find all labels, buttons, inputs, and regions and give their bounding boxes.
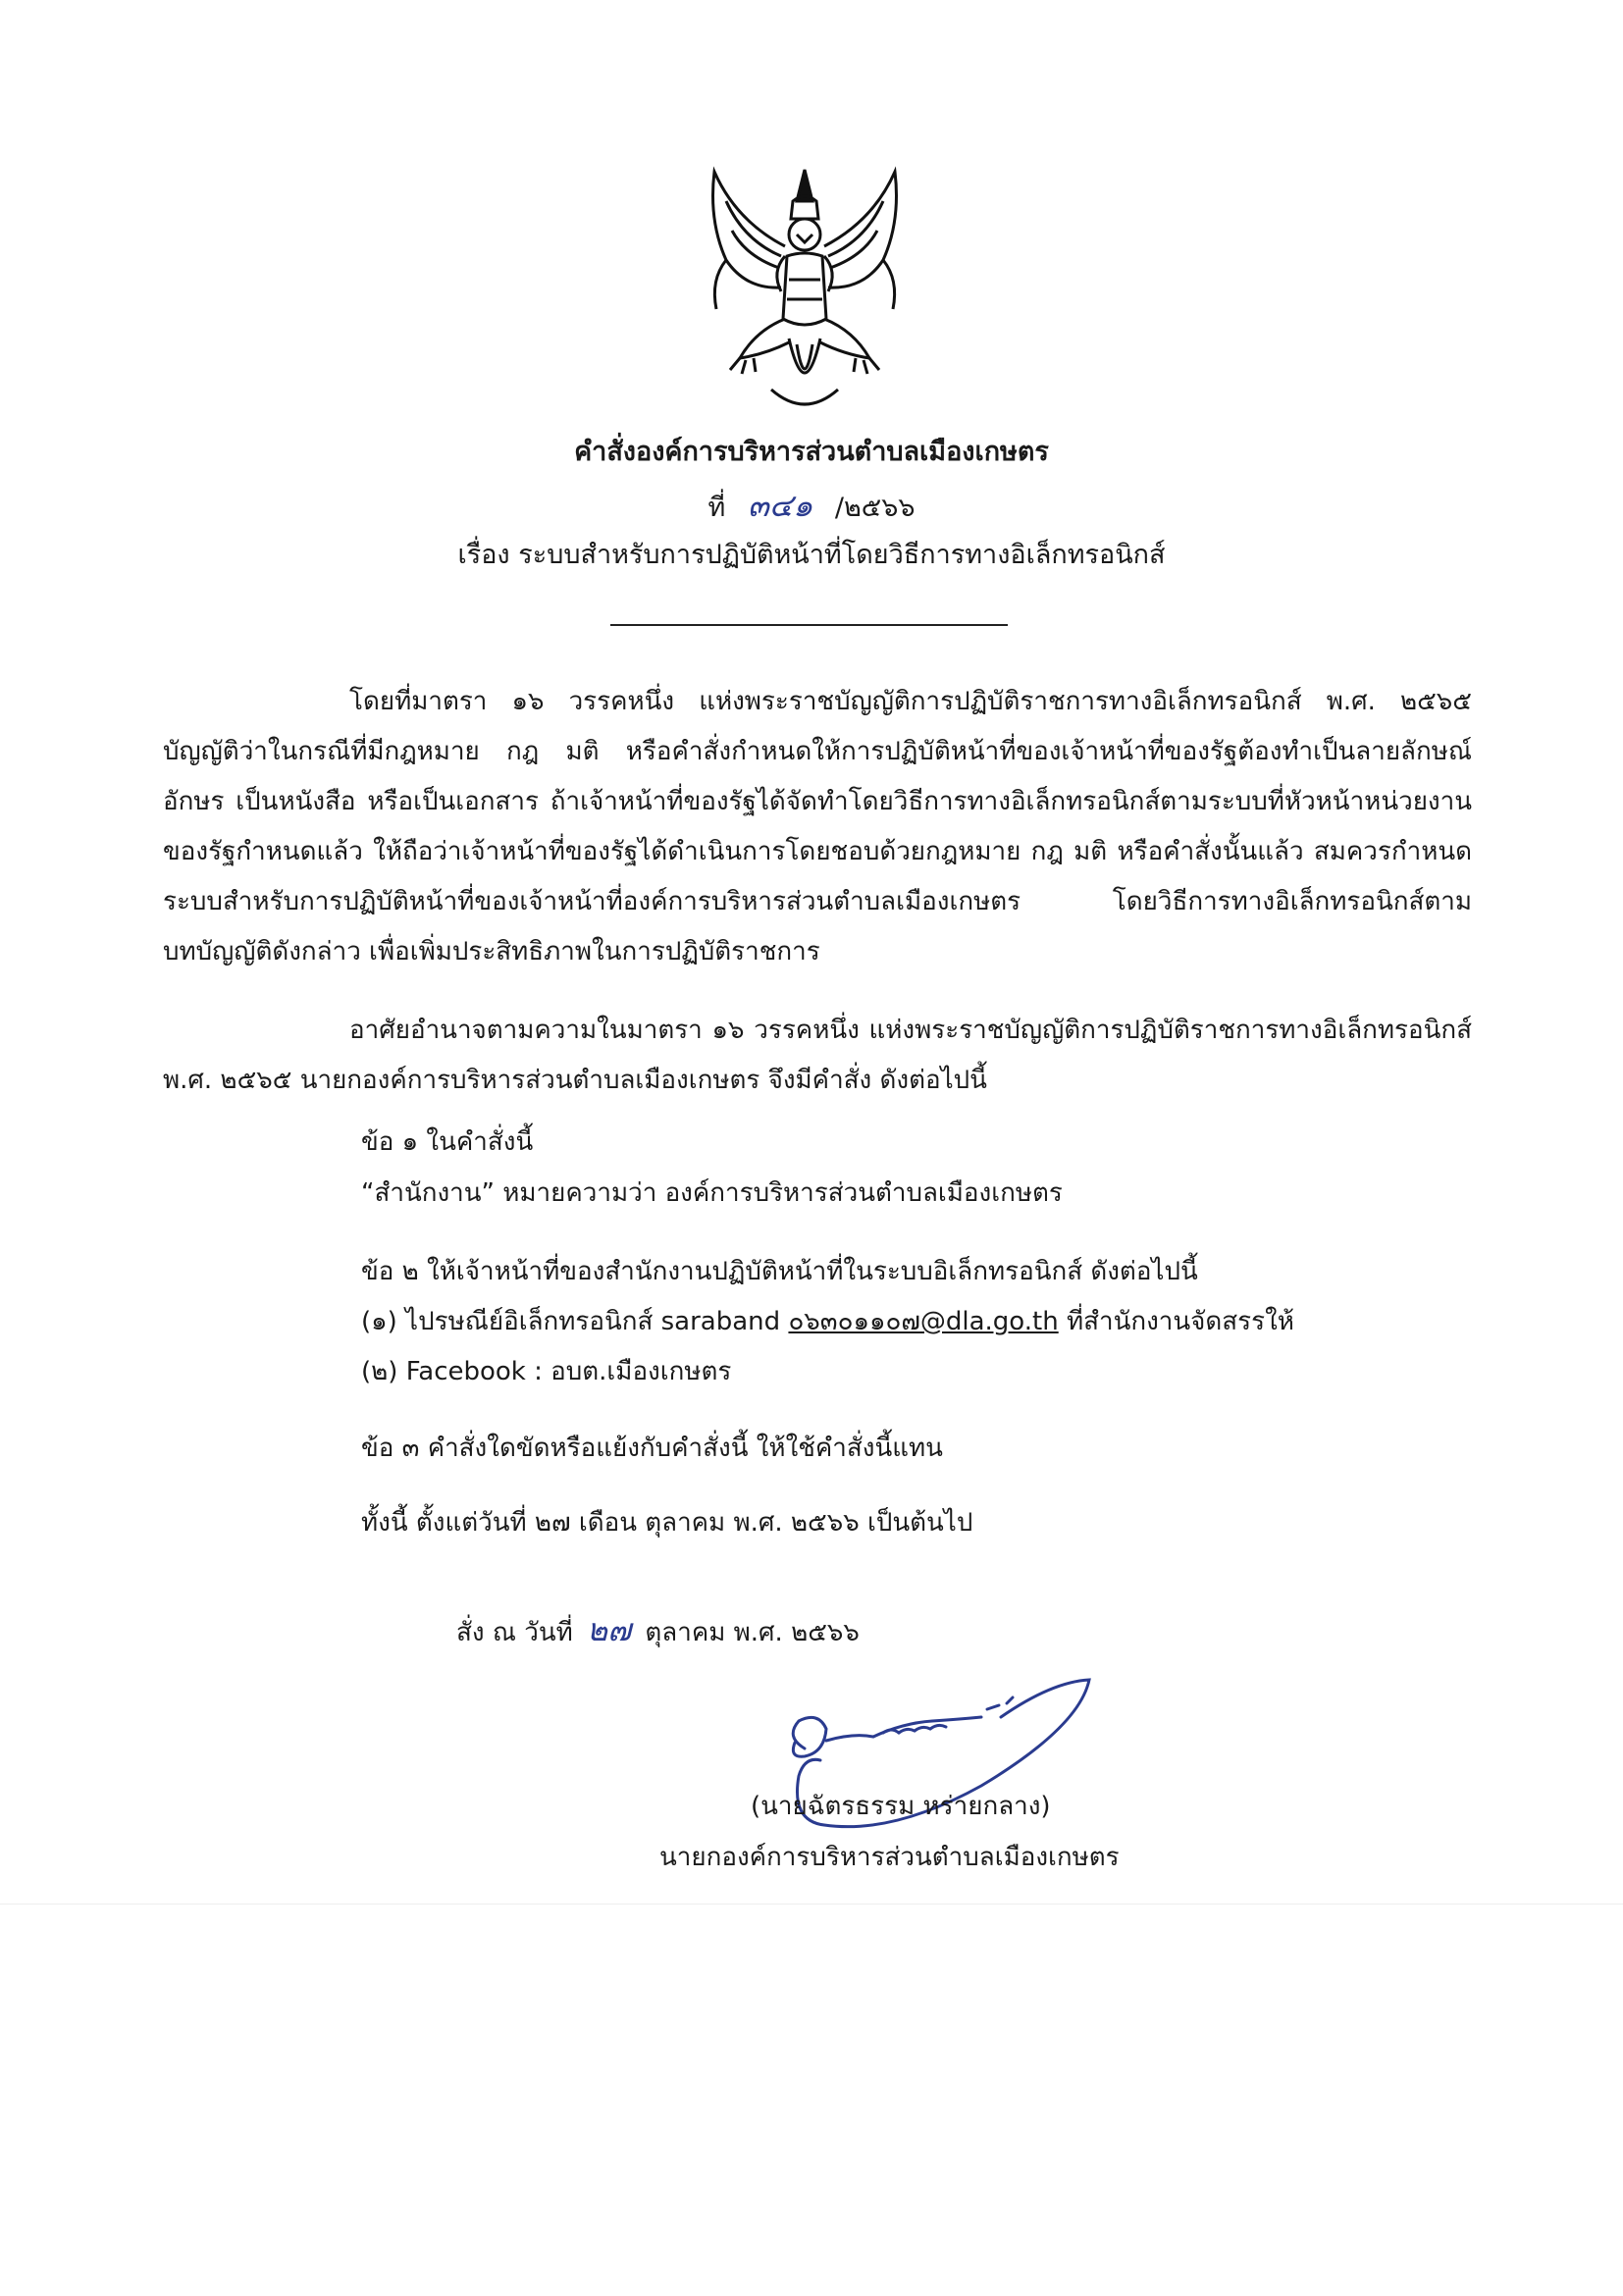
document-subject: เรื่อง ระบบสำหรับการปฏิบัติหน้าที่โดยวิธีการทางอิเล็กทรอนิกส์ bbox=[457, 540, 1166, 570]
signed-date-prefix: สั่ง ณ วันที่ bbox=[456, 1618, 573, 1647]
garuda-emblem-icon bbox=[687, 162, 922, 427]
paragraph-authority: อาศัยอำนาจตามความในมาตรา ๑๖ วรรคหนึ่ง แห่งพระราชบัญญัติการปฏิบัติราชการทางอิเล็กทรอนิกส์ พ.ศ. ๒๕๖๕ นายกองค์การบริหารส่วนตำบลเมืองเกษตร จึงมีคำสั่ง ดังต่อไปนี้ bbox=[163, 1016, 1472, 1095]
number-suffix: /๒๕๖๖ bbox=[834, 493, 916, 523]
paragraph-preamble: โดยที่มาตรา ๑๖ วรรคหนึ่ง แห่งพระราชบัญญัติการปฏิบัติราชการทางอิเล็กทรอนิกส์ พ.ศ. ๒๕๖๕ บัญญัติว่าในกรณีที่มีกฎหมาย กฎ มติ หรือคำสั่งกำหนดให้การปฏิบัติหน้าที่ของเจ้าหน้าที่ของรัฐต้องทำเป็นลายลักษณ์อักษร เป็นหนังสือ หรือเป็นเอกสาร ถ้าเจ้าหน้าที่ของรัฐได้จัดทำโดยวิธีการทางอิเล็กทรอนิกส์ตามระบบที่หัวหน้าหน่วยงานของรัฐกำหนดแล้ว ให้ถือว่าเจ้าหน้าที่ของรัฐได้ดำเนินการโดยชอบด้วยกฎหมาย กฎ มติ หรือคำสั่งนั้นแล้ว สมควรกำหนดระบบสำหรับการปฏิบัติหน้าที่ของเจ้าหน้าที่องค์การบริหารส่วนตำบลเมืองเกษตร โดยวิธีการทางอิเล็กทรอนิกส์ตามบทบัญญัติดังกล่าว เพื่อเพิ่มประสิทธิภาพในการปฏิบัติราชการ bbox=[163, 687, 1472, 966]
page-fold-line bbox=[0, 1904, 1623, 1905]
signed-date-suffix: ตุลาคม พ.ศ. ๒๕๖๖ bbox=[645, 1618, 860, 1647]
clause-1: ข้อ ๑ ในคำสั่งนี้ bbox=[361, 1127, 534, 1157]
clause-1-definition: “สำนักงาน” หมายความว่า องค์การบริหารส่วนตำบลเมืองเกษตร bbox=[361, 1178, 1063, 1208]
document-title: คำสั่งองค์การบริหารส่วนตำบลเมืองเกษตร bbox=[574, 437, 1049, 467]
effective-date: ทั้งนี้ ตั้งแต่วันที่ ๒๗ เดือน ตุลาคม พ.ศ. ๒๕๖๖ เป็นต้นไป bbox=[361, 1508, 973, 1538]
number-handwritten: ๓๔๑ bbox=[747, 487, 813, 524]
title-divider bbox=[610, 624, 1008, 626]
clause-3: ข้อ ๓ คำสั่งใดขัดหรือแย้งกับคำสั่งนี้ ให้ใช้คำสั่งนี้แทน bbox=[361, 1434, 943, 1463]
number-prefix: ที่ bbox=[707, 493, 726, 523]
signed-date bbox=[456, 1605, 860, 1655]
clause-2-item-1-prefix: (๑) ไปรษณีย์อิเล็กทรอนิกส์ saraband bbox=[361, 1307, 789, 1336]
clause-2-item-1-suffix: ที่สำนักงานจัดสรรให้ bbox=[1058, 1307, 1294, 1336]
clause-2: ข้อ ๒ ให้เจ้าหน้าที่ของสำนักงานปฏิบัติหน้าที่ในระบบอิเล็กทรอนิกส์ ดังต่อไปนี้ bbox=[361, 1257, 1198, 1286]
clause-2-item-1 bbox=[361, 1301, 1294, 1341]
signatory-name: (นายฉัตรธรรม หร่ายกลาง) bbox=[751, 1792, 1051, 1821]
document-number bbox=[0, 481, 1623, 531]
signed-date-handwritten: ๒๗ bbox=[587, 1611, 632, 1648]
signatory-position: นายกองค์การบริหารส่วนตำบลเมืองเกษตร bbox=[659, 1843, 1120, 1872]
email-link[interactable]: ๐๖๓๐๑๑๐๗@dla.go.th bbox=[788, 1307, 1059, 1336]
clause-2-item-2: (๒) Facebook : อบต.เมืองเกษตร bbox=[361, 1357, 732, 1386]
